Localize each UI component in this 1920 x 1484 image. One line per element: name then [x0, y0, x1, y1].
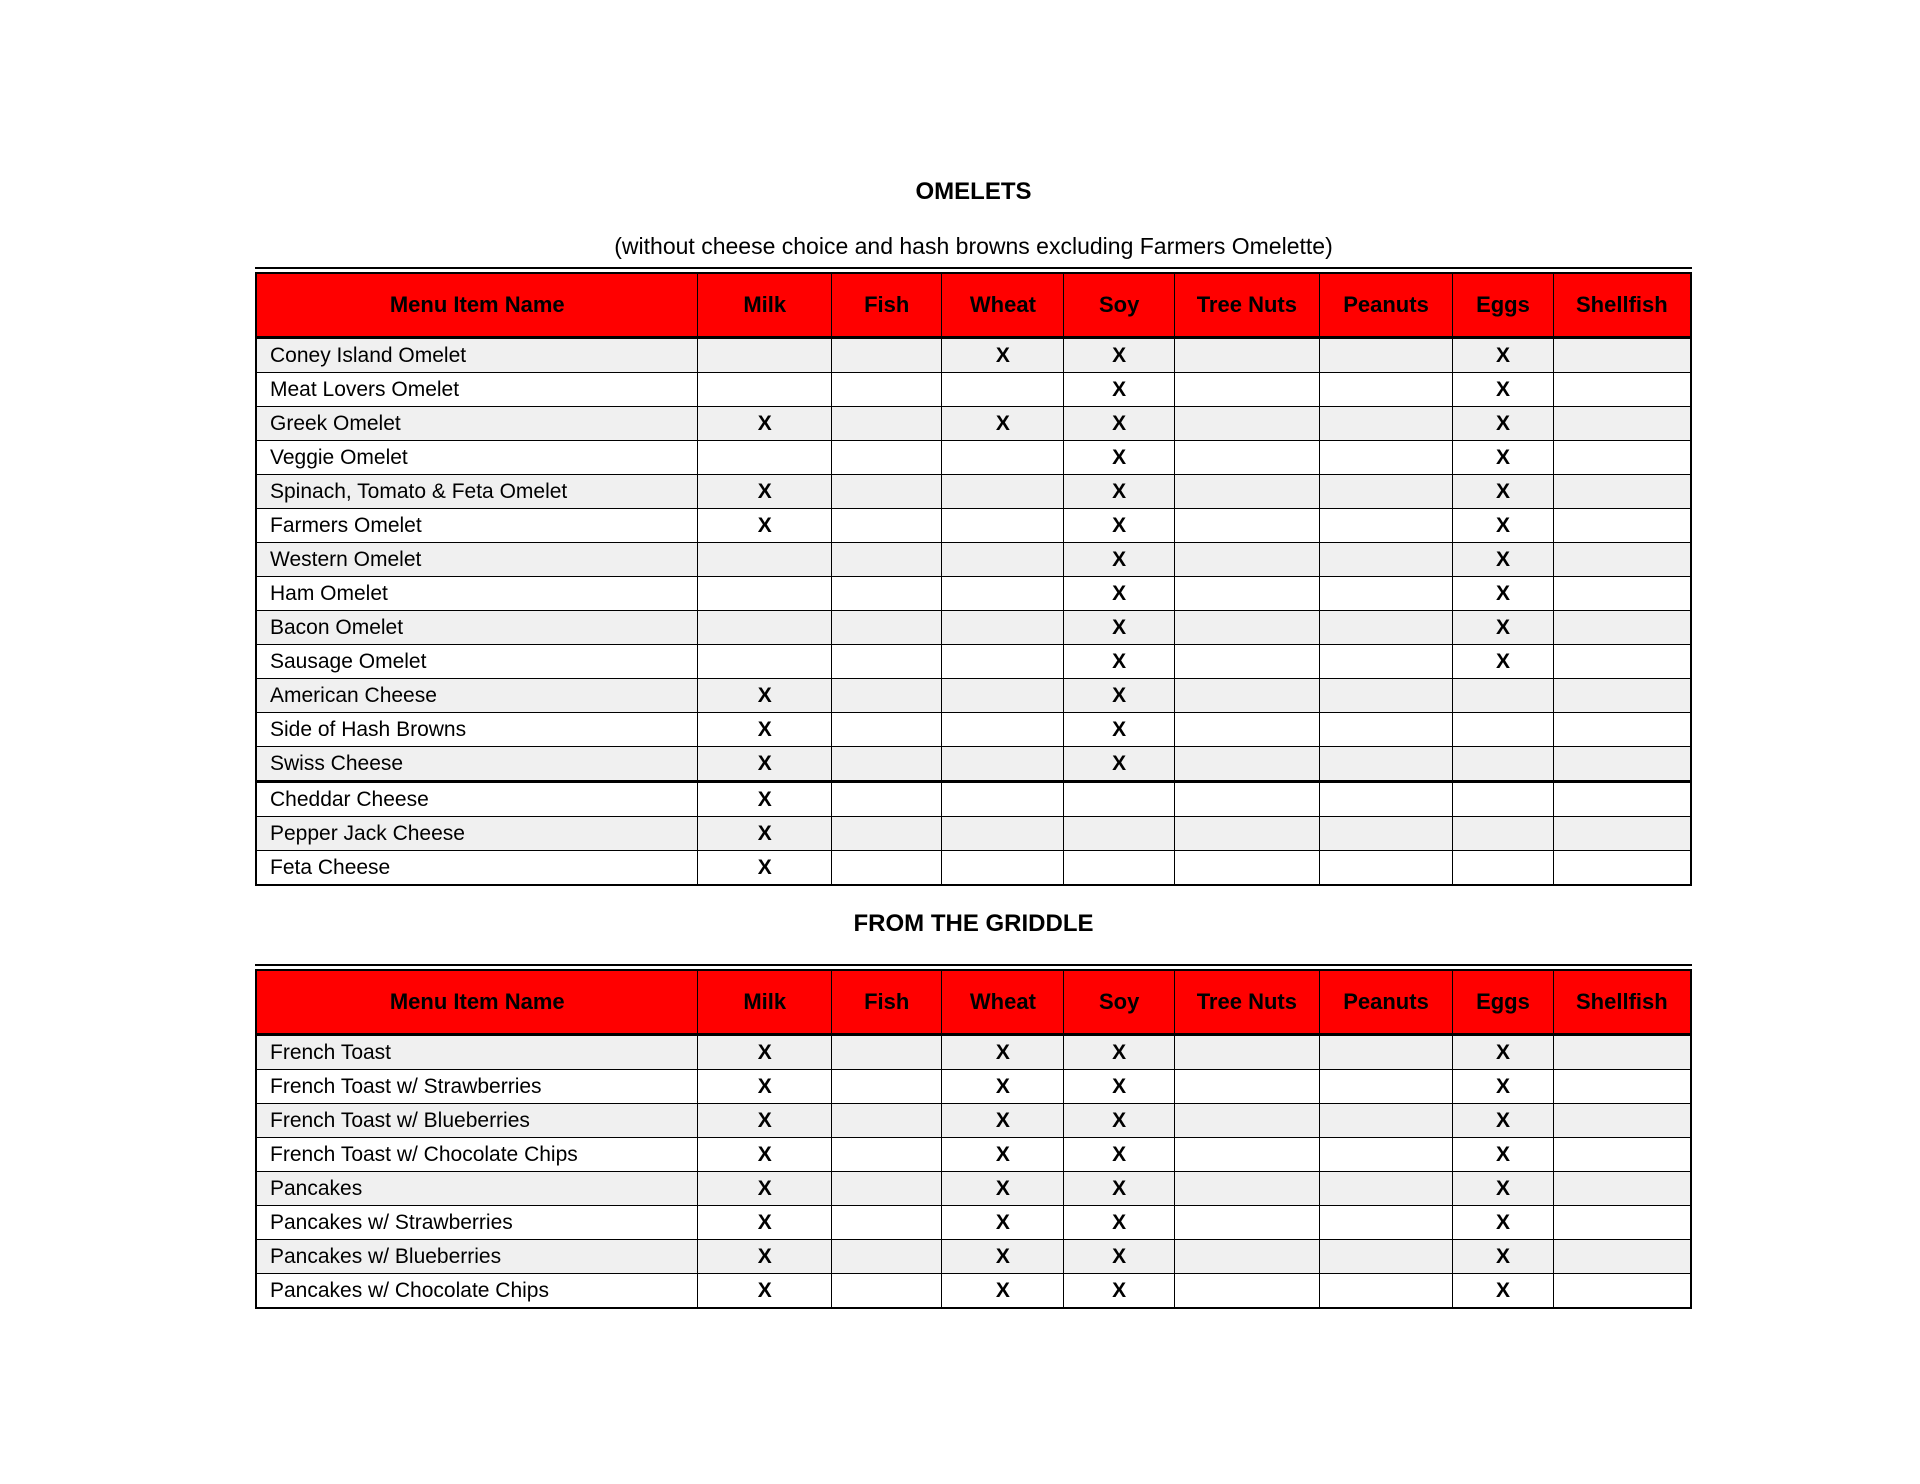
allergen-mark-cell-fish — [831, 679, 941, 713]
table-row — [256, 1172, 1691, 1206]
allergen-mark-cell-soy: X — [1064, 441, 1174, 475]
allergen-mark-cell-soy: X — [1064, 1274, 1174, 1309]
menu-item-name-cell: Pancakes w/ Blueberries — [256, 1240, 698, 1274]
column-header-peanuts: Peanuts — [1319, 970, 1452, 1035]
allergen-mark-cell-shellfish — [1553, 713, 1691, 747]
allergen-mark-cell-eggs: X — [1453, 407, 1553, 441]
allergen-mark-cell-milk — [698, 543, 831, 577]
menu-item-name-cell: Greek Omelet — [256, 407, 698, 441]
allergen-mark-cell-wheat — [942, 679, 1064, 713]
allergen-mark-cell-shellfish — [1553, 407, 1691, 441]
column-header-milk: Milk — [698, 273, 831, 338]
allergen-mark-cell-soy: X — [1064, 1070, 1174, 1104]
allergen-mark-cell-peanuts — [1319, 1206, 1452, 1240]
allergen-mark-cell-tree-nuts — [1174, 407, 1319, 441]
allergen-mark-cell-milk — [698, 441, 831, 475]
menu-item-name-cell: Side of Hash Browns — [256, 713, 698, 747]
allergen-mark-cell-soy: X — [1064, 645, 1174, 679]
menu-item-name-cell: Cheddar Cheese — [256, 782, 698, 817]
allergen-mark-cell-shellfish — [1553, 441, 1691, 475]
allergen-mark-cell-peanuts — [1319, 747, 1452, 782]
allergen-mark-cell-soy: X — [1064, 543, 1174, 577]
allergen-mark-cell-eggs: X — [1453, 338, 1553, 373]
allergen-mark-cell-peanuts — [1319, 509, 1452, 543]
allergen-mark-cell-tree-nuts — [1174, 1070, 1319, 1104]
allergen-mark-cell-fish — [831, 1104, 941, 1138]
table-row — [256, 747, 1691, 782]
allergen-mark-cell-soy: X — [1064, 1035, 1174, 1070]
allergen-mark-cell-fish — [831, 817, 941, 851]
griddle-section-title: FROM THE GRIDDLE — [853, 910, 1094, 937]
table-row — [256, 509, 1691, 543]
allergen-mark-cell-wheat: X — [942, 1206, 1064, 1240]
column-header-wheat: Wheat — [942, 273, 1064, 338]
allergen-mark-cell-peanuts — [1319, 577, 1452, 611]
allergen-mark-cell-eggs: X — [1453, 645, 1553, 679]
menu-item-name-cell: Swiss Cheese — [256, 747, 698, 782]
allergen-mark-cell-shellfish — [1553, 1274, 1691, 1309]
allergen-mark-cell-fish — [831, 509, 941, 543]
allergen-mark-cell-shellfish — [1553, 611, 1691, 645]
allergen-mark-cell-tree-nuts — [1174, 509, 1319, 543]
table-row — [256, 1104, 1691, 1138]
allergen-mark-cell-milk: X — [698, 679, 831, 713]
allergen-mark-cell-fish — [831, 543, 941, 577]
allergen-mark-cell-shellfish — [1553, 1070, 1691, 1104]
allergen-mark-cell-soy — [1064, 782, 1174, 817]
menu-item-name-cell: Spinach, Tomato & Feta Omelet — [256, 475, 698, 509]
menu-item-name-cell: Sausage Omelet — [256, 645, 698, 679]
griddle-allergen-table — [255, 969, 1692, 1309]
allergen-mark-cell-peanuts — [1319, 338, 1452, 373]
table-row — [256, 645, 1691, 679]
allergen-mark-cell-peanuts — [1319, 1240, 1452, 1274]
table-row — [256, 1070, 1691, 1104]
allergen-mark-cell-wheat: X — [942, 1172, 1064, 1206]
allergen-mark-cell-wheat — [942, 747, 1064, 782]
allergen-mark-cell-soy: X — [1064, 1138, 1174, 1172]
allergen-mark-cell-fish — [831, 747, 941, 782]
allergen-mark-cell-milk: X — [698, 747, 831, 782]
allergen-mark-cell-eggs: X — [1453, 1172, 1553, 1206]
allergen-mark-cell-eggs: X — [1453, 1070, 1553, 1104]
allergen-mark-cell-shellfish — [1553, 373, 1691, 407]
allergen-mark-cell-peanuts — [1319, 475, 1452, 509]
allergen-mark-cell-soy: X — [1064, 1240, 1174, 1274]
table-row — [256, 679, 1691, 713]
allergen-mark-cell-soy: X — [1064, 1172, 1174, 1206]
allergen-mark-cell-wheat — [942, 577, 1064, 611]
column-header-shellfish: Shellfish — [1553, 273, 1691, 338]
allergen-mark-cell-tree-nuts — [1174, 747, 1319, 782]
column-header-tree-nuts: Tree Nuts — [1174, 970, 1319, 1035]
omelets-section-subtitle: (without cheese choice and hash browns excluding Farmers Omelette) — [614, 233, 1333, 259]
menu-item-name-cell: Ham Omelet — [256, 577, 698, 611]
allergen-mark-cell-milk — [698, 338, 831, 373]
allergen-mark-cell-fish — [831, 1274, 941, 1309]
allergen-mark-cell-fish — [831, 338, 941, 373]
allergen-mark-cell-tree-nuts — [1174, 1035, 1319, 1070]
allergen-mark-cell-shellfish — [1553, 851, 1691, 886]
table-row — [256, 1035, 1691, 1070]
allergen-mark-cell-tree-nuts — [1174, 817, 1319, 851]
allergen-mark-cell-peanuts — [1319, 441, 1452, 475]
allergen-mark-cell-tree-nuts — [1174, 1206, 1319, 1240]
column-header-soy: Soy — [1064, 970, 1174, 1035]
allergen-mark-cell-tree-nuts — [1174, 851, 1319, 886]
allergen-mark-cell-milk: X — [698, 1070, 831, 1104]
allergen-mark-cell-peanuts — [1319, 782, 1452, 817]
allergen-mark-cell-wheat: X — [942, 338, 1064, 373]
table-row — [256, 475, 1691, 509]
allergen-mark-cell-peanuts — [1319, 407, 1452, 441]
allergen-mark-cell-milk: X — [698, 851, 831, 886]
allergen-mark-cell-milk: X — [698, 817, 831, 851]
document-page — [255, 0, 1692, 1309]
allergen-mark-cell-milk: X — [698, 475, 831, 509]
allergen-mark-cell-fish — [831, 1206, 941, 1240]
allergen-mark-cell-fish — [831, 577, 941, 611]
allergen-mark-cell-shellfish — [1553, 679, 1691, 713]
allergen-mark-cell-soy: X — [1064, 1104, 1174, 1138]
header-row — [256, 970, 1691, 1035]
column-header-tree-nuts: Tree Nuts — [1174, 273, 1319, 338]
allergen-mark-cell-tree-nuts — [1174, 1274, 1319, 1309]
allergen-mark-cell-eggs: X — [1453, 611, 1553, 645]
allergen-mark-cell-wheat — [942, 851, 1064, 886]
allergen-mark-cell-milk: X — [698, 407, 831, 441]
allergen-mark-cell-milk: X — [698, 1138, 831, 1172]
column-header-fish: Fish — [831, 273, 941, 338]
menu-item-name-cell: Pepper Jack Cheese — [256, 817, 698, 851]
allergen-mark-cell-eggs: X — [1453, 509, 1553, 543]
allergen-mark-cell-fish — [831, 1035, 941, 1070]
allergen-mark-cell-soy: X — [1064, 338, 1174, 373]
allergen-mark-cell-eggs: X — [1453, 475, 1553, 509]
allergen-mark-cell-tree-nuts — [1174, 611, 1319, 645]
allergen-mark-cell-shellfish — [1553, 475, 1691, 509]
allergen-mark-cell-eggs: X — [1453, 1206, 1553, 1240]
allergen-mark-cell-eggs — [1453, 679, 1553, 713]
allergen-mark-cell-milk: X — [698, 782, 831, 817]
allergen-mark-cell-wheat — [942, 543, 1064, 577]
allergen-mark-cell-shellfish — [1553, 1240, 1691, 1274]
menu-item-name-cell: Veggie Omelet — [256, 441, 698, 475]
allergen-mark-cell-wheat: X — [942, 1240, 1064, 1274]
allergen-mark-cell-fish — [831, 407, 941, 441]
allergen-mark-cell-milk: X — [698, 1172, 831, 1206]
allergen-mark-cell-fish — [831, 611, 941, 645]
allergen-mark-cell-peanuts — [1319, 817, 1452, 851]
allergen-mark-cell-eggs: X — [1453, 1138, 1553, 1172]
column-header-peanuts: Peanuts — [1319, 273, 1452, 338]
allergen-mark-cell-wheat — [942, 782, 1064, 817]
table-row — [256, 577, 1691, 611]
allergen-mark-cell-peanuts — [1319, 713, 1452, 747]
griddle-table-header — [256, 970, 1691, 1035]
allergen-mark-cell-soy: X — [1064, 713, 1174, 747]
column-header-wheat: Wheat — [942, 970, 1064, 1035]
menu-item-name-cell: French Toast w/ Blueberries — [256, 1104, 698, 1138]
allergen-mark-cell-soy — [1064, 851, 1174, 886]
griddle-table-top-rule — [255, 964, 1692, 966]
column-header-milk: Milk — [698, 970, 831, 1035]
allergen-mark-cell-shellfish — [1553, 577, 1691, 611]
allergen-mark-cell-tree-nuts — [1174, 782, 1319, 817]
allergen-mark-cell-tree-nuts — [1174, 645, 1319, 679]
allergen-mark-cell-tree-nuts — [1174, 1138, 1319, 1172]
allergen-mark-cell-fish — [831, 1138, 941, 1172]
menu-item-name-cell: Coney Island Omelet — [256, 338, 698, 373]
menu-item-name-column-header: Menu Item Name — [256, 273, 698, 338]
menu-item-name-cell: French Toast w/ Strawberries — [256, 1070, 698, 1104]
allergen-mark-cell-wheat: X — [942, 1104, 1064, 1138]
menu-item-name-cell: Pancakes w/ Strawberries — [256, 1206, 698, 1240]
table-row — [256, 373, 1691, 407]
table-row — [256, 851, 1691, 886]
menu-item-name-cell: Farmers Omelet — [256, 509, 698, 543]
allergen-mark-cell-peanuts — [1319, 373, 1452, 407]
allergen-mark-cell-milk: X — [698, 1240, 831, 1274]
allergen-mark-cell-tree-nuts — [1174, 713, 1319, 747]
allergen-mark-cell-milk: X — [698, 1274, 831, 1309]
table-row — [256, 1240, 1691, 1274]
allergen-mark-cell-wheat: X — [942, 1035, 1064, 1070]
allergen-mark-cell-eggs — [1453, 713, 1553, 747]
allergen-mark-cell-soy: X — [1064, 679, 1174, 713]
allergen-mark-cell-wheat: X — [942, 1070, 1064, 1104]
allergen-mark-cell-fish — [831, 645, 941, 679]
table-row — [256, 782, 1691, 817]
allergen-mark-cell-peanuts — [1319, 611, 1452, 645]
allergen-mark-cell-soy: X — [1064, 373, 1174, 407]
allergen-mark-cell-wheat: X — [942, 1274, 1064, 1309]
menu-item-name-cell: French Toast — [256, 1035, 698, 1070]
allergen-mark-cell-fish — [831, 851, 941, 886]
allergen-mark-cell-tree-nuts — [1174, 338, 1319, 373]
table-row — [256, 817, 1691, 851]
omelets-allergen-table — [255, 272, 1692, 886]
allergen-mark-cell-milk — [698, 577, 831, 611]
allergen-mark-cell-tree-nuts — [1174, 441, 1319, 475]
allergen-mark-cell-milk — [698, 611, 831, 645]
allergen-mark-cell-wheat: X — [942, 407, 1064, 441]
allergen-mark-cell-fish — [831, 713, 941, 747]
allergen-mark-cell-shellfish — [1553, 817, 1691, 851]
menu-item-name-cell: Western Omelet — [256, 543, 698, 577]
allergen-mark-cell-eggs — [1453, 747, 1553, 782]
allergen-mark-cell-soy: X — [1064, 475, 1174, 509]
allergen-mark-cell-shellfish — [1553, 338, 1691, 373]
allergen-mark-cell-milk: X — [698, 1104, 831, 1138]
menu-item-name-column-header: Menu Item Name — [256, 970, 698, 1035]
allergen-mark-cell-wheat — [942, 475, 1064, 509]
allergen-mark-cell-eggs: X — [1453, 543, 1553, 577]
allergen-mark-cell-peanuts — [1319, 645, 1452, 679]
allergen-mark-cell-shellfish — [1553, 782, 1691, 817]
allergen-mark-cell-tree-nuts — [1174, 1172, 1319, 1206]
table-row — [256, 611, 1691, 645]
table-row — [256, 407, 1691, 441]
omelets-table-top-rule — [255, 267, 1692, 269]
allergen-mark-cell-eggs: X — [1453, 373, 1553, 407]
allergen-mark-cell-tree-nuts — [1174, 577, 1319, 611]
allergen-mark-cell-peanuts — [1319, 1070, 1452, 1104]
table-row — [256, 1206, 1691, 1240]
allergen-mark-cell-eggs: X — [1453, 1035, 1553, 1070]
allergen-mark-cell-milk — [698, 373, 831, 407]
allergen-mark-cell-shellfish — [1553, 543, 1691, 577]
allergen-mark-cell-milk — [698, 645, 831, 679]
allergen-mark-cell-fish — [831, 1070, 941, 1104]
header-row — [256, 273, 1691, 338]
allergen-mark-cell-eggs — [1453, 782, 1553, 817]
column-header-fish: Fish — [831, 970, 941, 1035]
menu-item-name-cell: Feta Cheese — [256, 851, 698, 886]
allergen-mark-cell-wheat — [942, 373, 1064, 407]
allergen-mark-cell-wheat — [942, 645, 1064, 679]
allergen-mark-cell-eggs: X — [1453, 1240, 1553, 1274]
allergen-mark-cell-fish — [831, 1172, 941, 1206]
allergen-mark-cell-soy: X — [1064, 611, 1174, 645]
allergen-mark-cell-eggs: X — [1453, 441, 1553, 475]
griddle-table-body — [256, 1035, 1691, 1309]
menu-item-name-cell: Pancakes — [256, 1172, 698, 1206]
allergen-mark-cell-wheat: X — [942, 1138, 1064, 1172]
allergen-mark-cell-wheat — [942, 441, 1064, 475]
allergen-mark-cell-peanuts — [1319, 1274, 1452, 1309]
allergen-mark-cell-shellfish — [1553, 747, 1691, 782]
table-row — [256, 1274, 1691, 1309]
table-row — [256, 441, 1691, 475]
allergen-mark-cell-tree-nuts — [1174, 1104, 1319, 1138]
table-row — [256, 338, 1691, 373]
menu-item-name-cell: Bacon Omelet — [256, 611, 698, 645]
menu-item-name-cell: Pancakes w/ Chocolate Chips — [256, 1274, 698, 1309]
allergen-mark-cell-milk: X — [698, 509, 831, 543]
allergen-mark-cell-shellfish — [1553, 645, 1691, 679]
allergen-mark-cell-eggs: X — [1453, 577, 1553, 611]
column-header-soy: Soy — [1064, 273, 1174, 338]
allergen-mark-cell-eggs — [1453, 851, 1553, 886]
allergen-mark-cell-eggs — [1453, 817, 1553, 851]
allergen-mark-cell-wheat — [942, 713, 1064, 747]
allergen-mark-cell-soy: X — [1064, 747, 1174, 782]
allergen-mark-cell-fish — [831, 782, 941, 817]
allergen-mark-cell-peanuts — [1319, 1104, 1452, 1138]
allergen-mark-cell-wheat — [942, 817, 1064, 851]
column-header-eggs: Eggs — [1453, 970, 1553, 1035]
allergen-mark-cell-fish — [831, 1240, 941, 1274]
column-header-eggs: Eggs — [1453, 273, 1553, 338]
allergen-mark-cell-milk: X — [698, 713, 831, 747]
allergen-mark-cell-fish — [831, 475, 941, 509]
menu-item-name-cell: French Toast w/ Chocolate Chips — [256, 1138, 698, 1172]
allergen-mark-cell-peanuts — [1319, 1172, 1452, 1206]
allergen-mark-cell-tree-nuts — [1174, 1240, 1319, 1274]
column-header-shellfish: Shellfish — [1553, 970, 1691, 1035]
table-row — [256, 713, 1691, 747]
menu-item-name-cell: Meat Lovers Omelet — [256, 373, 698, 407]
omelets-section-title: OMELETS — [915, 178, 1032, 205]
allergen-mark-cell-fish — [831, 373, 941, 407]
allergen-mark-cell-peanuts — [1319, 1138, 1452, 1172]
table-row — [256, 543, 1691, 577]
allergen-mark-cell-eggs: X — [1453, 1104, 1553, 1138]
omelets-table-body — [256, 338, 1691, 886]
allergen-mark-cell-peanuts — [1319, 1035, 1452, 1070]
allergen-mark-cell-shellfish — [1553, 1138, 1691, 1172]
allergen-mark-cell-peanuts — [1319, 543, 1452, 577]
allergen-mark-cell-milk: X — [698, 1035, 831, 1070]
table-row — [256, 1138, 1691, 1172]
allergen-mark-cell-tree-nuts — [1174, 475, 1319, 509]
menu-item-name-cell: American Cheese — [256, 679, 698, 713]
allergen-mark-cell-shellfish — [1553, 1206, 1691, 1240]
allergen-mark-cell-shellfish — [1553, 509, 1691, 543]
allergen-mark-cell-soy: X — [1064, 1206, 1174, 1240]
allergen-mark-cell-wheat — [942, 509, 1064, 543]
allergen-mark-cell-peanuts — [1319, 679, 1452, 713]
allergen-mark-cell-fish — [831, 441, 941, 475]
allergen-mark-cell-eggs: X — [1453, 1274, 1553, 1309]
allergen-mark-cell-shellfish — [1553, 1104, 1691, 1138]
omelets-table-header — [256, 273, 1691, 338]
allergen-mark-cell-soy — [1064, 817, 1174, 851]
allergen-mark-cell-shellfish — [1553, 1035, 1691, 1070]
allergen-mark-cell-shellfish — [1553, 1172, 1691, 1206]
allergen-mark-cell-wheat — [942, 611, 1064, 645]
allergen-mark-cell-tree-nuts — [1174, 543, 1319, 577]
allergen-mark-cell-milk: X — [698, 1206, 831, 1240]
allergen-mark-cell-soy: X — [1064, 407, 1174, 441]
allergen-mark-cell-tree-nuts — [1174, 679, 1319, 713]
allergen-mark-cell-peanuts — [1319, 851, 1452, 886]
allergen-mark-cell-soy: X — [1064, 577, 1174, 611]
allergen-mark-cell-soy: X — [1064, 509, 1174, 543]
allergen-mark-cell-tree-nuts — [1174, 373, 1319, 407]
